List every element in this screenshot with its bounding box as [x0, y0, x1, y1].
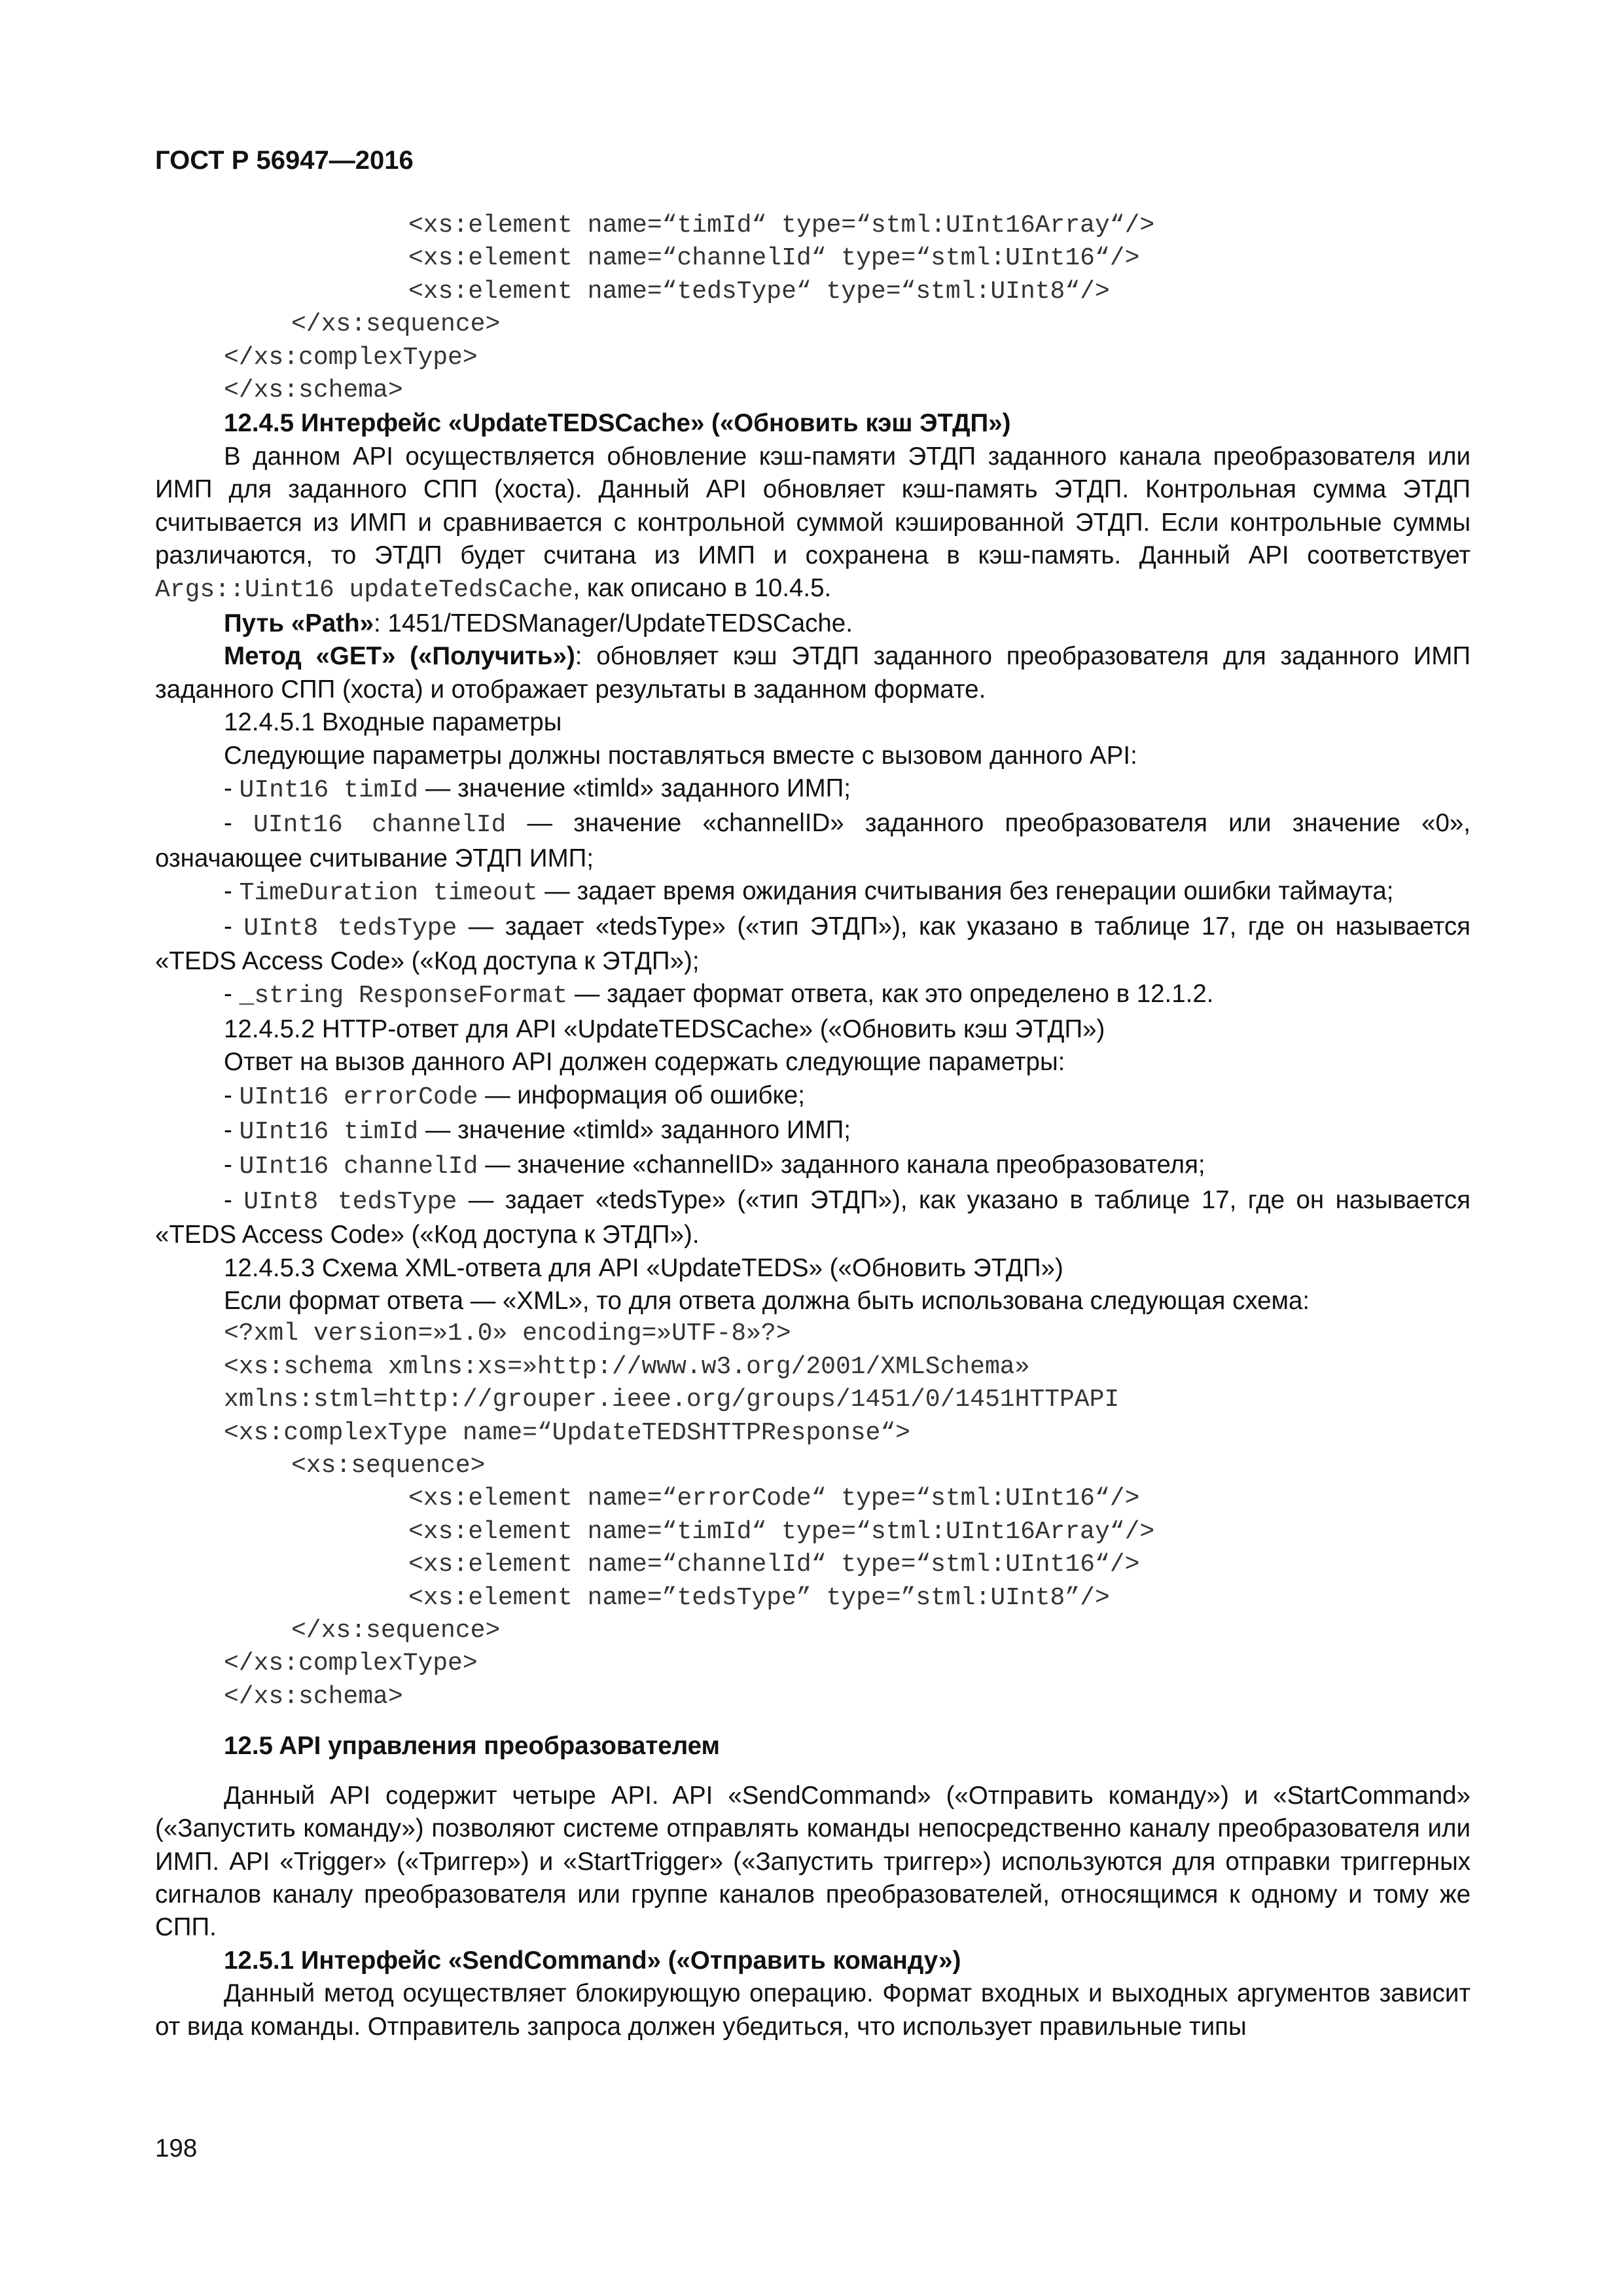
list-item-text: — значение «channelID» заданного канала преобразователя;: [478, 1151, 1205, 1179]
list-item-text: — задает «tedsType» («тип ЭТДП»), как указано в таблице 17, где он называется «TEDS Access Code» («Код доступа к ЭТДП»);: [155, 912, 1471, 975]
code-line: </xs:complexType>: [224, 343, 478, 372]
section-heading-12-4-5: 12.4.5 Интерфейс «UpdateTEDSCache» («Обновить кэш ЭТДП»): [224, 409, 1011, 438]
list-item: - UInt16 channelId — значение «channelID» заданного канала преобразователя;: [224, 1151, 1205, 1181]
subsection-title: 12.4.5.2 HTTP-ответ для API «UpdateTEDSCache» («Обновить кэш ЭТДП»): [224, 1014, 1105, 1043]
document-header: ГОСТ Р 56947—2016: [155, 146, 414, 175]
list-item: - UInt8 tedsType — задает «tedsType» («тип ЭТДП»), как указано в таблице 17, где он называется «TEDS Access Code» («Код доступа к ЭТДП»);: [155, 912, 1471, 975]
code-line: <?xml version=»1.0» encoding=»UTF-8»?>: [224, 1319, 791, 1348]
code-line: <xs:element name=“errorCode“ type=“stml:UInt16“/>: [408, 1484, 1140, 1513]
subsection-title: 12.4.5.1 Входные параметры: [224, 708, 562, 737]
method-label: Метод «GET» («Получить»): [224, 642, 575, 671]
code-block-1: [155, 209, 1471, 407]
path-paragraph: [155, 607, 1471, 640]
subsection-title: 12.4.5.3 Схема XML-ответа для API «UpdateTEDS» («Обновить ЭТДП»): [224, 1253, 1063, 1282]
list-item-text: — значение «channelID» заданного преобразователя или значение «0», означающее считывание ЭТДП ИМП;: [155, 809, 1471, 872]
inline-code: _string ResponseFormat: [239, 982, 568, 1011]
paragraph-text: , как описано в 10.4.5.: [573, 574, 832, 603]
inline-code: UInt16 errorCode: [239, 1083, 478, 1111]
code-line: xmlns:stml=http://grouper.ieee.org/groups/1451/0/1451HTTPAPI: [224, 1386, 1120, 1414]
inline-code: UInt8 tedsType: [243, 914, 457, 942]
list-item: - UInt16 channelId — значение «channelID» заданного преобразователя или значение «0», означающее считывание ЭТДП ИМП;: [155, 809, 1471, 872]
inline-code: UInt16 channelId: [239, 1153, 478, 1181]
list-item-text: — информация об ошибке;: [478, 1081, 805, 1109]
path-value: : 1451/TEDSManager/UpdateTEDSCache.: [374, 609, 853, 637]
subsection-intro: Следующие параметры должны поставляться вместе с вызовом данного API:: [224, 741, 1137, 770]
code-line: <xs:complexType name=“UpdateTEDSHTTPResponse“>: [224, 1418, 910, 1447]
method-text: : обновляет кэш ЭТДП заданного преобразователя для заданного ИМП заданного СПП (хоста) и отображает результаты в заданном формате.: [155, 642, 1471, 704]
list-item: - UInt16 timId — значение «timld» заданного ИМП;: [224, 1115, 851, 1146]
inline-code: UInt16 timId: [239, 1117, 419, 1146]
document-page: [155, 144, 1471, 2043]
page-number: 198: [155, 2134, 198, 2162]
list-item-text: — значение «timld» заданного ИМП;: [418, 1115, 851, 1144]
list-item: - TimeDuration timeout — задает время ожидания считывания без генерации ошибки таймаута;: [224, 877, 1394, 908]
code-line: </xs:schema>: [224, 376, 403, 405]
input-params-list: [155, 772, 1471, 1013]
code-line: <xs:schema xmlns:xs=»http://www.w3.org/2001/XMLSchema»: [224, 1352, 1030, 1381]
path-label: Путь «Path»: [224, 609, 374, 637]
section-heading-12-5: 12.5 API управления преобразователем: [224, 1732, 721, 1761]
code-line: <xs:element name=“timId“ type=“stml:UInt16Array“/>: [408, 1517, 1155, 1546]
code-line: <xs:element name=“channelId“ type=“stml:UInt16“/>: [408, 1551, 1140, 1579]
paragraph-text: В данном API осуществляется обновление кэш-памяти ЭТДП заданного канала преобразователя или ИМП для заданного СПП (хоста). Данный API обновляет кэш-память ЭТДП. Контрольная сумма ЭТДП считывается из ИМП и сравнивается с контрольной суммой кэшированной ЭТДП. Если контрольные суммы различаются, то ЭТДП будет считана из ИМП и сохранена в кэш-память. Данный API соответствует: [155, 442, 1471, 570]
inline-code: UInt8 tedsType: [243, 1187, 457, 1216]
inline-code: UInt16 channelId: [253, 811, 507, 840]
code-block-2: [155, 1318, 1471, 1713]
subsection-intro: Если формат ответа — «XML», то для ответа должна быть использована следующая схема:: [224, 1287, 1310, 1315]
list-item-text: — задает «tedsType» («тип ЭТДП»), как указано в таблице 17, где он называется «TEDS Access Code» («Код доступа к ЭТДП»).: [155, 1185, 1471, 1249]
code-line: </xs:sequence>: [291, 310, 501, 339]
inline-code: Args::Uint16 updateTedsCache: [155, 576, 573, 605]
code-line: <xs:sequence>: [291, 1452, 486, 1480]
list-item: - UInt16 timId — значение «timld» заданного ИМП;: [224, 774, 851, 804]
list-item: - UInt16 errorCode — информация об ошибке;: [224, 1081, 805, 1111]
inline-code: TimeDuration timeout: [239, 879, 538, 908]
list-item-text: — значение «timld» заданного ИМП;: [418, 774, 851, 802]
code-line: </xs:sequence>: [291, 1617, 501, 1645]
output-params-list: [155, 1079, 1471, 1252]
code-line: <xs:element name=”tedsType” type=”stml:UInt8”/>: [408, 1583, 1110, 1612]
code-line: </xs:schema>: [224, 1682, 403, 1711]
list-item: - _string ResponseFormat — задает формат ответа, как это определено в 12.1.2.: [224, 980, 1214, 1011]
method-paragraph: [155, 640, 1471, 706]
paragraph-transducer-api: Данный API содержит четыре API. API «SendCommand» («Отправить команду») и «StartCommand» («Запустить команду») позволяют системе отправлять команды непосредственно каналу преобразователя или ИМП. API «Trigger» («Триггер») и «StartTrigger» («Запустить триггер») используются для отправки триггерных сигналов каналу преобразователя или группе каналов преобразователей, относящимся к одному и тому же СПП.: [155, 1781, 1471, 1942]
code-line: </xs:complexType>: [224, 1649, 478, 1678]
list-item-text: — задает формат ответа, как это определено в 12.1.2.: [567, 980, 1214, 1009]
paragraph-update-teds-cache: [155, 440, 1471, 607]
list-item-text: — задает время ожидания считывания без генерации ошибки таймаута;: [537, 877, 1394, 906]
code-line: <xs:element name=“timId“ type=“stml:UInt16Array“/>: [408, 211, 1155, 240]
section-heading-12-5-1: 12.5.1 Интерфейс «SendCommand» («Отправить команду»): [224, 1946, 961, 1975]
code-line: <xs:element name=“channelId“ type=“stml:UInt16“/>: [408, 244, 1140, 273]
paragraph-send-command: Данный метод осуществляет блокирующую операцию. Формат входных и выходных аргументов зависит от вида команды. Отправитель запроса должен убедиться, что использует правильные типы: [155, 1979, 1471, 2041]
inline-code: UInt16 timId: [239, 776, 419, 804]
subsection-intro: Ответ на вызов данного API должен содержать следующие параметры:: [224, 1048, 1065, 1077]
list-item: - UInt8 tedsType — задает «tedsType» («тип ЭТДП»), как указано в таблице 17, где он называется «TEDS Access Code» («Код доступа к ЭТДП»).: [155, 1185, 1471, 1249]
code-line: <xs:element name=“tedsType“ type=“stml:UInt8“/>: [408, 277, 1110, 306]
